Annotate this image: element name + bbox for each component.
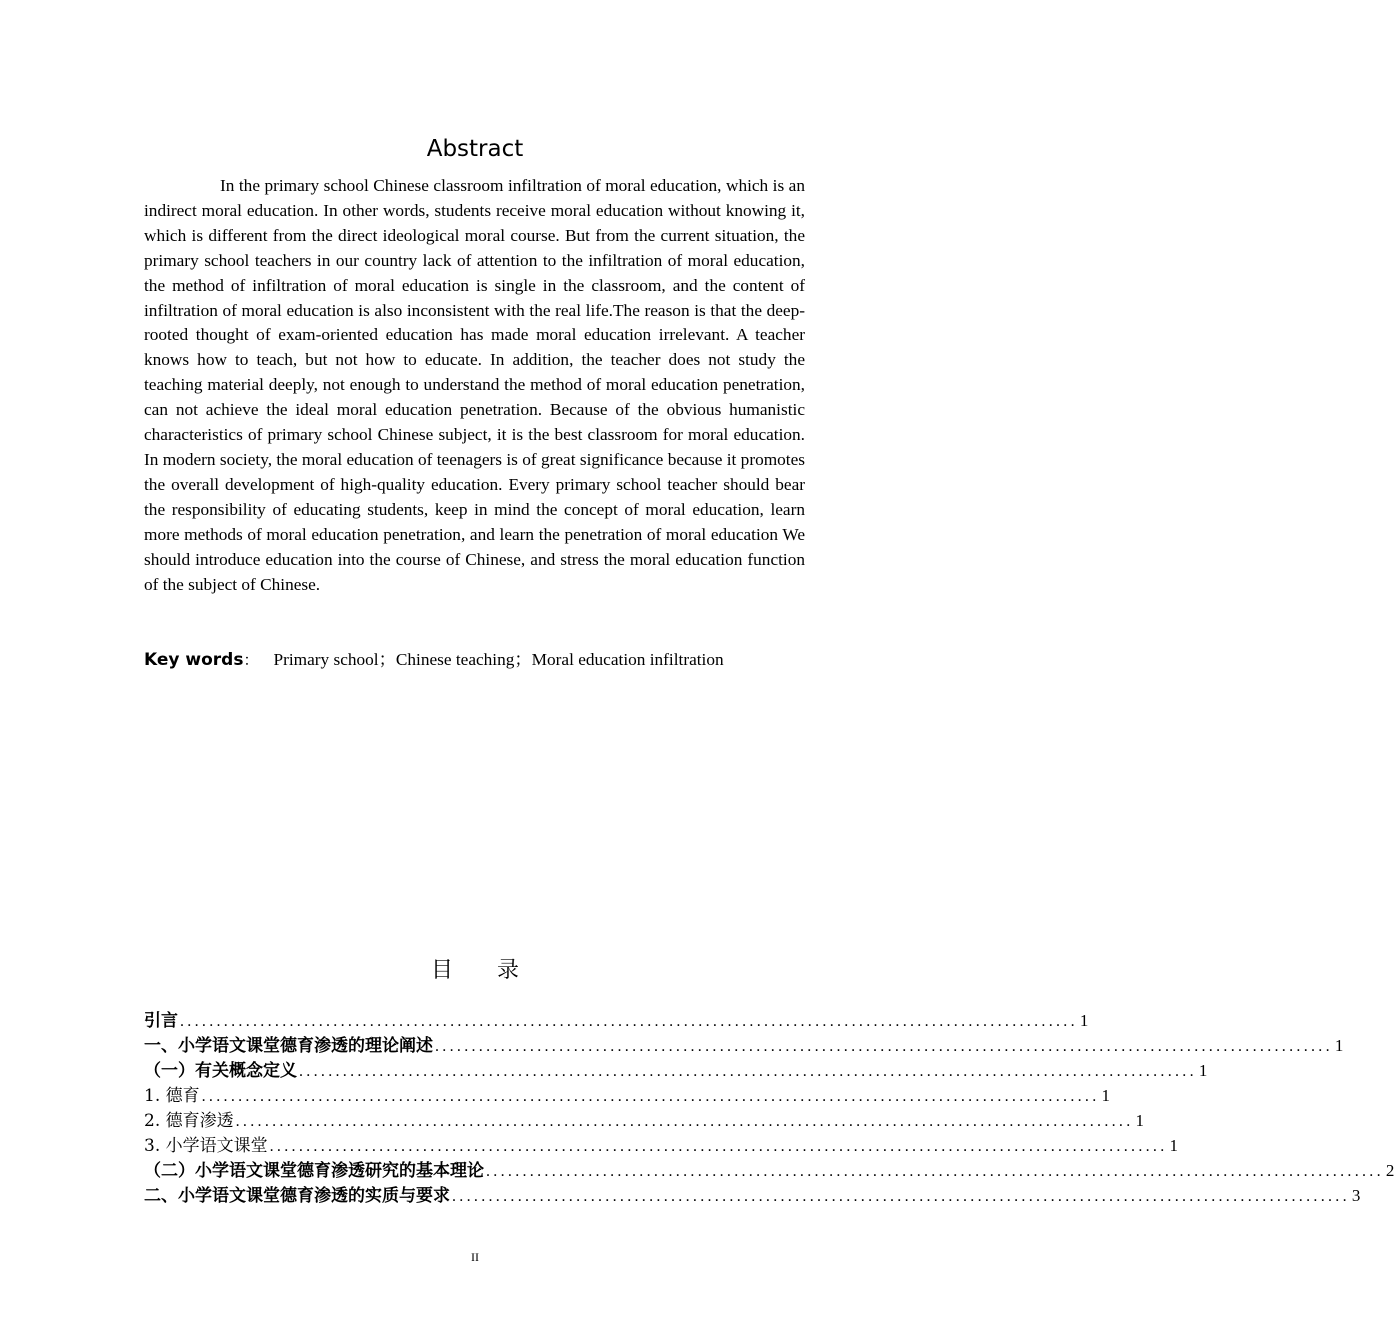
toc-entry[interactable] — [144, 1158, 1394, 1183]
toc-entry[interactable] — [144, 1058, 1208, 1083]
keywords-separator: ： — [243, 651, 259, 669]
toc-entry-label: 1. 德育 — [144, 1086, 200, 1106]
toc-entry-page: 1 — [1198, 1061, 1208, 1080]
toc-entry-page: 3 — [1351, 1186, 1361, 1205]
keywords-text: Primary school；Chinese teaching；Moral education infiltration — [273, 650, 724, 669]
toc-entry-page: 1 — [1169, 1136, 1179, 1155]
toc-entry-page: 1 — [1101, 1086, 1111, 1105]
toc-entry[interactable] — [144, 1083, 1111, 1108]
toc-leader-dots: ........................................................................................................................... — [435, 1038, 1333, 1055]
toc-entry[interactable] — [144, 1033, 1344, 1058]
toc-entry[interactable] — [144, 1133, 1179, 1158]
toc-entry-page: 2 — [1385, 1161, 1394, 1180]
toc-entry-label: （一）有关概念定义 — [144, 1061, 297, 1081]
toc-entry-label: 2. 德育渗透 — [144, 1111, 234, 1131]
toc-entry-page: 1 — [1135, 1111, 1145, 1130]
toc-title: 目录 — [430, 958, 563, 983]
toc-leader-dots: ........................................................................................................................... — [235, 1113, 1134, 1130]
keywords-label: Key words — [144, 650, 244, 670]
toc-entry-page: 1 — [1334, 1036, 1344, 1055]
keywords-line — [144, 647, 824, 673]
toc-entry-label: 3. 小学语文课堂 — [144, 1136, 268, 1156]
toc-entry[interactable] — [144, 1108, 1145, 1133]
toc-leader-dots: ........................................................................................................................... — [269, 1138, 1168, 1155]
toc-leader-dots: ........................................................................................................................... — [180, 1013, 1078, 1030]
toc-leader-dots: ........................................................................................................................... — [299, 1063, 1197, 1080]
toc-entry-page: 1 — [1079, 1011, 1089, 1030]
abstract-title: Abstract — [426, 136, 524, 162]
toc-leader-dots: ........................................................................................................................... — [201, 1088, 1100, 1105]
abstract-body: In the primary school Chinese classroom infiltration of moral education, which is an indirect moral education. In other words, students receive moral education without knowing it, which is different from the direct ideological moral course. But from the current situation, the primary school teachers in our country lack of attention to the infiltration of moral education, the method of infiltration of moral education is single in the classroom, and the content of infiltration of moral education is also inconsistent with the real life.The reason is that the deep-rooted thought of exam-oriented education has made moral education irrelevant. A teacher knows how to teach, but not how to educate. In addition, the teacher does not study the teaching material deeply, not enough to understand the method of moral education penetration, can not achieve the ideal moral education penetration. Because of the obvious humanistic characteristics of primary school Chinese subject, it is the best classroom for moral education. In modern society, the moral education of teenagers is of great significance because it promotes the overall development of high-quality education. Every primary school teacher should bear the responsibility of educating students, keep in mind the concept of moral education, learn more methods of moral education penetration, and learn the penetration of moral education We should introduce education into the course of Chinese, and stress the moral education function of the subject of Chinese. — [144, 176, 805, 594]
table-of-contents — [144, 1008, 1394, 1208]
page-number: II — [471, 1250, 479, 1264]
toc-entry-label: （二）小学语文课堂德育渗透研究的基本理论 — [144, 1161, 484, 1181]
toc-leader-dots: ........................................................................................................................... — [452, 1188, 1350, 1205]
toc-leader-dots: ........................................................................................................................... — [486, 1163, 1384, 1180]
toc-entry-label: 引言 — [144, 1011, 178, 1031]
toc-entry-label: 二、小学语文课堂德育渗透的实质与要求 — [144, 1186, 450, 1206]
toc-entry[interactable] — [144, 1008, 1089, 1033]
toc-entry[interactable] — [144, 1183, 1361, 1208]
toc-entry-label: 一、小学语文课堂德育渗透的理论阐述 — [144, 1036, 433, 1056]
